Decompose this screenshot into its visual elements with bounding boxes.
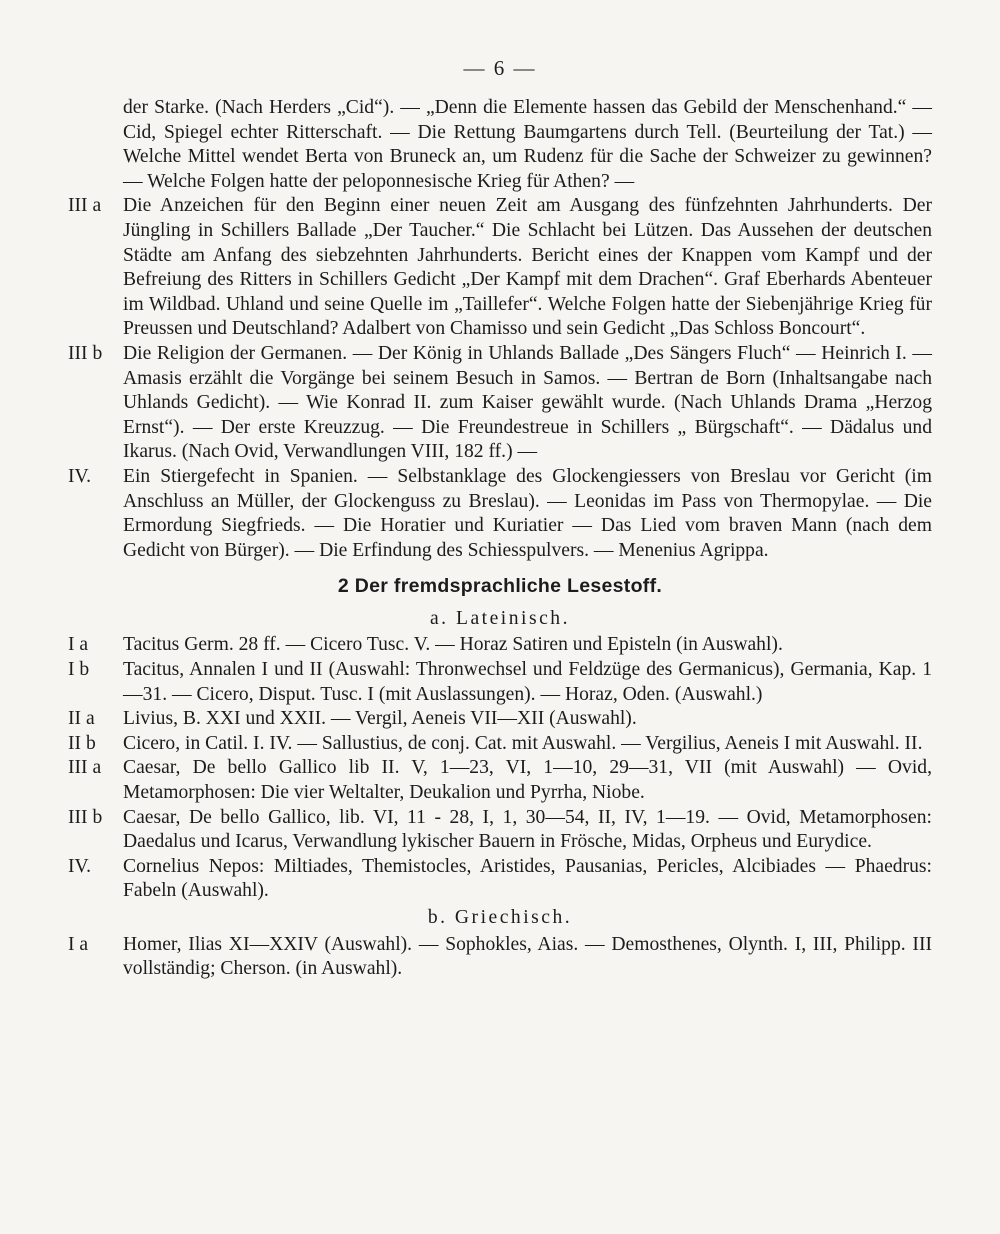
- paragraph-text: Die Anzeichen für den Beginn einer neuen Zeit am Ausgang des fünfzehnten Jahrhunderts. Der Jüngling in Schillers Ballade „Der Taucher.“ Die Schlacht bei Lützen. Das Aussehen der deutschen Städte am Anfang des siebzehnten Jahrhunderts. Bericht eines der Knappen vom Kampf und der Befreiung des Ritters in Schillers Gedicht „Der Kampf mit dem Drachen“. Graf Eberhards Abenteuer im Wildbad. Uhland und seine Quelle im „Taillefer“. Welche Folgen hatte der Siebenjährige Krieg für Preussen und Deutschland? Adalbert von Chamisso und sein Gedicht „Das Schloss Boncourt“.: [123, 195, 932, 340]
- greek-item: [68, 933, 932, 982]
- latin-item: [68, 855, 932, 904]
- paragraph-text: Die Religion der Germanen. — Der König in Uhlands Ballade „Des Sängers Fluch“ — Heinrich I. — Amasis erzählt die Vorgänge bei seinem Besuch in Samos. — Bertran de Born (Inhaltsangabe nach Uhlands Gedicht). — Wie Konrad II. zum Kaiser gewählt wurde. (Nach Uhlands Drama „Herzog Ernst“). — Der erste Kreuzzug. — Die Freundestreue in Schillers „ Bürgschaft“. — Dädalus und Ikarus. (Nach Ovid, Verwandlungen VIII, 182 ff.) —: [123, 342, 932, 463]
- class-label: I a: [68, 634, 89, 656]
- essay-topics-continued: [68, 96, 932, 194]
- class-label: I a: [68, 933, 89, 955]
- item-text: Tacitus Germ. 28 ff. — Cicero Tusc. V. — Horaz Satiren und Episteln (in Auswahl).: [123, 634, 783, 656]
- item-text: Homer, Ilias XI—XXIV (Auswahl). — Sophokles, Aias. — Demosthenes, Olynth. I, III, Philipp. III vollständig; Cherson. (in Auswahl).: [123, 933, 932, 980]
- page-content: [68, 96, 932, 982]
- item-text: Caesar, De bello Gallico lib II. V, 1—23, VI, 1—10, 29—31, VII (mit Auswahl) — Ovid, Metamorphosen: Die vier Weltalter, Deukalion und Pyrrha, Niobe.: [123, 757, 932, 804]
- item-text: Cornelius Nepos: Miltiades, Themistocles, Aristides, Pausanias, Pericles, Alcibiades — Phaedrus: Fabeln (Auswahl).: [123, 855, 932, 902]
- item-text: Cicero, in Catil. I. IV. — Sallustius, de conj. Cat. mit Auswahl. — Vergilius, Aeneis I mit Auswahl. II.: [123, 732, 923, 754]
- class-label: III b: [68, 342, 103, 364]
- class-label: IV.: [68, 465, 92, 487]
- section-title: 2 Der fremdsprachliche Lesestoff.: [337, 575, 663, 598]
- latin-item: [68, 633, 932, 658]
- class-label: II b: [68, 732, 96, 754]
- latin-item: [68, 732, 932, 757]
- class-label: IV.: [68, 855, 92, 877]
- greek-subtitle: b. Griechisch.: [427, 907, 573, 928]
- essay-topics-IIIb: [68, 342, 932, 465]
- class-label: I b: [68, 659, 90, 681]
- essay-topics-IV: [68, 465, 932, 563]
- paragraph-text: der Starke. (Nach Herders „Cid“). — „Denn die Elemente hassen das Gebild der Menschenhand.“ — Cid, Spiegel echter Ritterschaft. — Die Rettung Baumgartens durch Tell. (Beurteilung der Tat.) — Welche Mittel wendet Berta von Bruneck an, um Rudenz für die Sache der Schweizer zu gewinnen? — Welche Folgen hatte der peloponnesische Krieg für Athen? —: [123, 97, 932, 192]
- class-label: III a: [68, 757, 102, 779]
- item-text: Caesar, De bello Gallico, lib. VI, 11 - 28, I, 1, 30—54, II, IV, 1—19. — Ovid, Metamorphosen: Daedalus und Icarus, Verwandlung lykischer Bauern in Frösche, Midas, Orpheus und Eurydice.: [123, 806, 932, 853]
- class-label: III b: [68, 806, 103, 828]
- latin-item: [68, 806, 932, 855]
- latin-subtitle: a. Lateinisch.: [429, 607, 570, 629]
- item-text: Livius, B. XXI und XXII. — Vergil, Aeneis VII—XII (Auswahl).: [123, 708, 637, 730]
- paragraph-text: Ein Stiergefecht in Spanien. — Selbstanklage des Glockengiessers von Breslau vor Gericht (im Anschluss an Müller, der Glockenguss zu Breslau). — Leonidas im Pass von Thermopylae. — Die Ermordung Siegfrieds. — Die Horatier und Kuriatier — Das Lied vom braven Mann (nach dem Gedicht von Bürger). — Die Erfindung des Schiesspulvers. — Menenius Agrippa.: [123, 465, 932, 561]
- latin-item: [68, 707, 932, 732]
- class-label: II a: [68, 708, 95, 730]
- item-text: Tacitus, Annalen I und II (Auswahl: Thronwechsel und Feldzüge des Germanicus), Germania, Kap. 1—31. — Cicero, Disput. Tusc. I (mit Auslassungen). — Horaz, Oden. (Auswahl.): [123, 659, 932, 705]
- latin-item: [68, 756, 932, 805]
- latin-item: [68, 658, 932, 707]
- page-number: — 6 —: [463, 56, 537, 80]
- class-label: III a: [68, 195, 102, 217]
- essay-topics-IIIa: [68, 194, 932, 342]
